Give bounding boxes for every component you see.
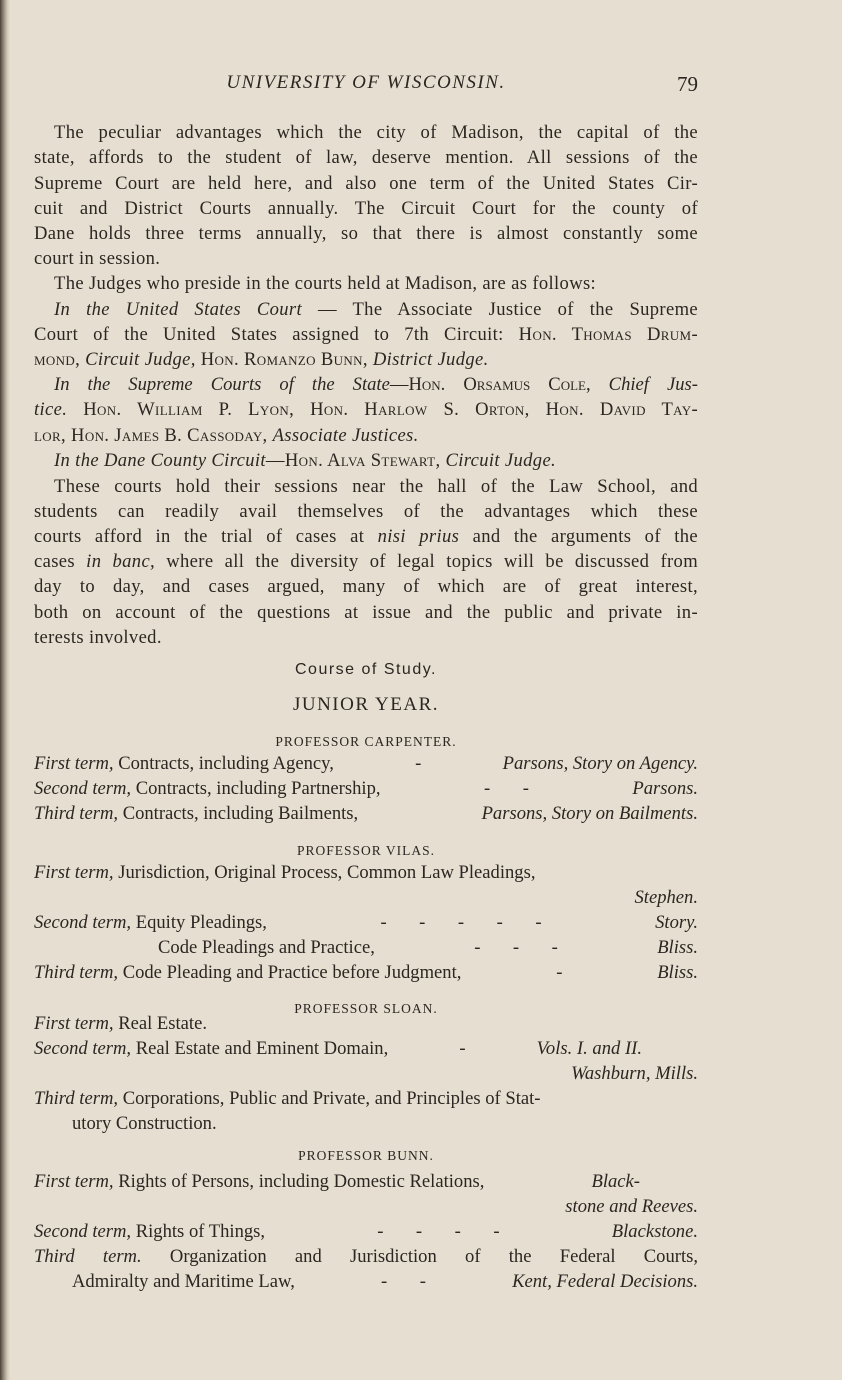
term-label: Third term. [34,1246,142,1267]
leader-dashes: - - - - [377,1221,500,1242]
sessions-line-6: both on account of the questions at issue and the public and private in- [34,602,698,623]
textbook: Parsons. [632,778,698,799]
stewart-title: Circuit Judge. [445,450,557,471]
sessions-line-4-a: cases [34,551,75,572]
bunn-name: Hon. Romanzo Bunn, [200,349,368,370]
us-court-line-3 [34,347,698,372]
year-heading: JUNIOR YEAR. [292,694,440,715]
course-entry [34,1269,698,1294]
term-label: Second term, [34,1221,132,1242]
intro-line-2: state, affords to the student of law, deserve mention. All sessions of the [34,147,698,168]
dane-line [34,448,698,473]
leader-dashes: - - - [474,937,558,958]
term-label: Second term, [34,778,132,799]
course-subject: Contracts, including Partnership, [135,778,381,799]
textbook: Blackstone. [611,1221,698,1242]
course-subject: Equity Pleadings, [135,912,267,933]
textbook: Vols. I. and II. [536,1038,642,1059]
professor-heading: PROFESSOR SLOAN. [294,1001,438,1016]
us-court-rest: — The Associate Justice of the Supreme [317,299,698,320]
term-label: First term, [34,1171,114,1192]
course-subject: Contracts, including Bailments, [122,803,359,824]
sessions-line-4-b: where all the diversity of legal topics will be discussed from [166,551,699,572]
term-label: Third term, [34,962,119,983]
term-label: Third term, [34,803,119,824]
supreme-line-3 [34,423,698,448]
in-banc: in banc, [86,551,156,572]
stewart-name: Hon. Alva Stewart, [284,450,441,471]
page-binding-edge [0,0,10,1380]
course-entry [34,1011,698,1036]
leader-dashes: - [415,753,422,774]
supreme-label: In the Supreme Courts of the State [54,374,390,395]
intro-line-1: The peculiar advantages which the city of Madison, the capital of the [54,122,698,143]
page-header [34,72,698,102]
chief-justice-title-b: tice. [34,399,68,420]
course-entry [34,960,698,985]
term-label: First term, [34,1013,114,1034]
course-entry [34,776,698,801]
justices-list-2: lor, Hon. James B. Cassoday, [34,425,268,446]
course-entry [34,860,698,885]
textbook: Story. [655,912,698,933]
intro-line-3: Supreme Court are held here, and also one term of the United States Cir- [34,173,698,194]
sessions-line-5: day to day, and cases argued, many of which are of great interest, [34,576,698,597]
course-entry [34,935,698,960]
course-subject: Corporations, Public and Private, and Principles of Stat- [122,1088,541,1109]
course-entry [34,1036,642,1061]
intro-line-4: cuit and District Courts annually. The Circuit Court for the county of [34,198,698,219]
supreme-line-2 [34,397,698,422]
drummond-name-a: Hon. Thomas Drum- [518,324,698,345]
course-subject: Contracts, including Agency, [118,753,334,774]
textbook: Washburn, Mills. [571,1063,698,1084]
term-label: Second term, [34,1038,132,1059]
course-entry [34,801,698,826]
course-entry [34,1244,698,1269]
textbook: Black- [591,1171,640,1192]
leader-dashes: - - [381,1271,426,1292]
term-label: First term, [34,862,114,883]
course-subject: Real Estate and Eminent Domain, [135,1038,389,1059]
course-subject: Rights of Persons, including Domestic Relations, [118,1171,485,1192]
course-subject: Code Pleading and Practice before Judgment, [122,962,462,983]
course-entry [34,1169,698,1194]
running-head: UNIVERSITY OF WISCONSIN. [226,72,506,93]
course-subject: Rights of Things, [135,1221,266,1242]
sessions-line-7: terests involved. [34,627,162,648]
sessions-line-1: These courts hold their sessions near the hall of the Law School, and [54,476,698,497]
sessions-line-4 [34,549,698,574]
us-court-assignment: Court of the United States assigned to 7th Circuit: [34,324,504,345]
drummond-name-b: mond, [34,349,81,370]
course-entry [34,1086,698,1111]
sessions-line-3-a: courts afford in the trial of cases at [34,526,365,547]
textbook: Bliss. [657,937,698,958]
us-court-line-1 [34,297,698,322]
associate-justices-title: Associate Justices. [272,425,419,446]
course-subject-continuation: utory Construction. [72,1113,217,1134]
course-subject: Organization and Jurisdiction of the Federal Courts, [169,1246,698,1267]
course-entry [34,751,698,776]
nisi-prius: nisi prius [377,526,460,547]
leader-dashes: - [459,1038,466,1059]
textbook: Bliss. [657,962,698,983]
textbook: Parsons, Story on Agency. [502,753,698,774]
course-subject: Jurisdiction, Original Process, Common Law Pleadings, [118,862,536,883]
textbook: stone and Reeves. [565,1196,698,1217]
professor-heading: PROFESSOR CARPENTER. [275,734,457,749]
circuit-judge-title: Circuit Judge, [85,349,196,370]
professor-heading: PROFESSOR VILAS. [296,843,436,858]
course-entry [34,910,698,935]
professor-heading: PROFESSOR BUNN. [298,1148,434,1163]
us-court-label: In the United States Court [54,299,303,320]
intro-line-5: Dane holds three terms annually, so that there is almost constantly some [34,223,698,244]
intro-line-6: court in session. [34,248,161,269]
course-heading: Course of Study. [295,661,437,678]
dane-label: In the Dane County Circuit [54,450,266,471]
course-subject: Real Estate. [118,1013,208,1034]
cole-name: Hon. Orsamus Cole, [408,374,591,395]
justices-list-1: Hon. William P. Lyon, Hon. Harlow S. Orton, Hon. David Tay- [83,399,699,420]
term-label: Second term, [34,912,132,933]
sessions-line-2: students can readily avail themselves of the advantages which these [34,501,698,522]
course-entry [34,1219,698,1244]
course-subject: Code Pleadings and Practice, [158,937,375,958]
sessions-line-3 [34,524,698,549]
term-label: First term, [34,753,114,774]
district-judge-title: District Judge. [372,349,489,370]
textbook: Stephen. [634,887,698,908]
supreme-line-1 [34,372,698,397]
leader-dashes: - [556,962,563,983]
leader-dashes: - - - - - [380,912,542,933]
us-court-line-2 [34,322,698,347]
textbook: Parsons, Story on Bailments. [481,803,698,824]
page-number: 79 [677,72,698,96]
supreme-dash: — [389,374,409,395]
judges-intro: The Judges who preside in the courts held at Madison, are as follows: [54,273,597,294]
term-label: Third term, [34,1088,119,1109]
course-subject-continuation: Admiralty and Maritime Law, [72,1271,295,1292]
sessions-line-3-b: and the arguments of the [472,526,698,547]
textbook: Kent, Federal Decisions. [512,1271,698,1292]
leader-dashes: - - [483,778,529,799]
chief-justice-title-a: Chief Jus- [608,374,698,395]
dane-dash: — [265,450,285,471]
